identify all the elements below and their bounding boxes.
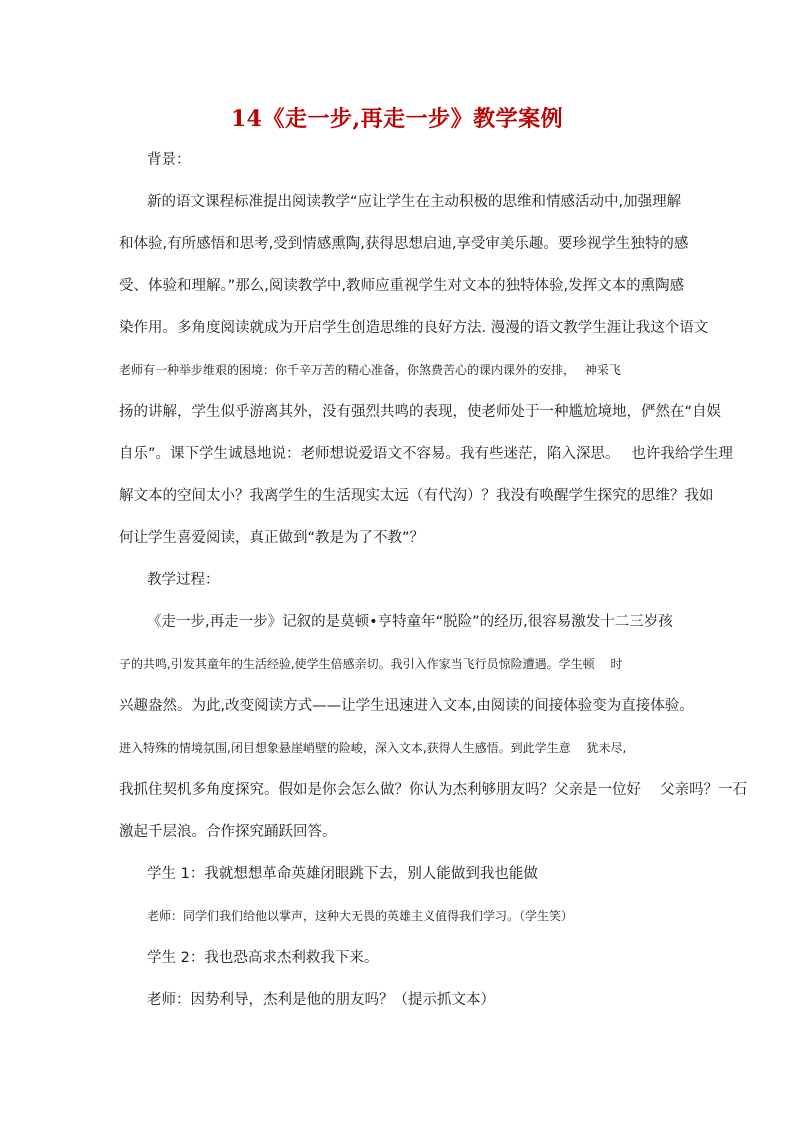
body-line: 染作用。多角度阅读就成为开启学生创造思维的良好方法. 漫漫的语文教学生涯让我这个语文 bbox=[119, 320, 709, 336]
body-line: 《走一步,再走一步》记叙的是莫顿•亨特童年“脱险”的经历,很容易激发十二三岁孩 bbox=[147, 614, 673, 630]
body-line: 子的共鸣,引发其童年的生活经验,使学生倍感亲切。我引入作家当飞行员惊险遭遇。学生顿 时 bbox=[119, 657, 623, 671]
body-line: 受、体验和理解。”那么,阅读教学中,教师应重视学生对文本的独特体验,发挥文本的熏陶感 bbox=[119, 278, 685, 294]
body-line: 扬的讲解，学生似乎游离其外，没有强烈共鸣的表现，使老师处于一种尴尬境地，俨然在“自娱 bbox=[119, 404, 722, 420]
body-line: 何让学生喜爱阅读，真正做到“教是为了不教”？ bbox=[119, 530, 425, 546]
body-line: 新的语文课程标准提出阅读教学“应让学生在主动积极的思维和情感活动中,加强理解 bbox=[147, 194, 682, 210]
body-line: 老师：同学们我们给他以掌声，这种大无畏的英雄主义值得我们学习。（学生笑） bbox=[147, 909, 574, 923]
body-line: 老师有一种举步维艰的困境：你千辛万苦的精心准备，你煞费苦心的课内课外的安排， 神采飞 bbox=[119, 363, 621, 377]
body-line: 我抓住契机多角度探究。假如是你会怎么做？你认为杰利够朋友吗？父亲是一位好 父亲吗？一石 bbox=[119, 782, 748, 798]
body-line: 进入特殊的情境氛围,闭目想象悬崖峭壁的险峻，深入文本,获得人生感悟。到此学生意 犹未尽, bbox=[119, 741, 627, 755]
body-line: 兴趣盎然。为此,改变阅读方式——让学生迅速进入文本,由阅读的间接体验变为直接体验。 bbox=[119, 698, 694, 714]
body-line: 老师：因势利导，杰利是他的朋友吗？（提示抓文本） bbox=[147, 992, 495, 1008]
body-line: 和体验,有所感悟和思考,受到情感熏陶,获得思想启迪,享受审美乐趣。要珍视学生独特的感 bbox=[119, 236, 689, 252]
body-line: 背景： bbox=[147, 152, 191, 168]
document-title: 14《走一步,再走一步》教学案例 bbox=[230, 106, 564, 132]
body-line: 解文本的空间太小？我离学生的生活现实太远（有代沟）？我没有唤醒学生探究的思维？我如 bbox=[119, 488, 714, 504]
body-line: 学生 1：我就想想革命英雄闭眼跳下去，别人能做到我也能做 bbox=[147, 866, 538, 882]
body-line: 教学过程： bbox=[147, 572, 220, 588]
body-line: 学生 2：我也恐高求杰利救我下来。 bbox=[147, 950, 379, 966]
body-line: 自乐”。课下学生诚恳地说：老师想说爱语文不容易。我有些迷茫，陷入深思。 也许我给学生理 bbox=[119, 446, 733, 462]
body-line: 激起千层浪。合作探究踊跃回答。 bbox=[119, 824, 337, 840]
